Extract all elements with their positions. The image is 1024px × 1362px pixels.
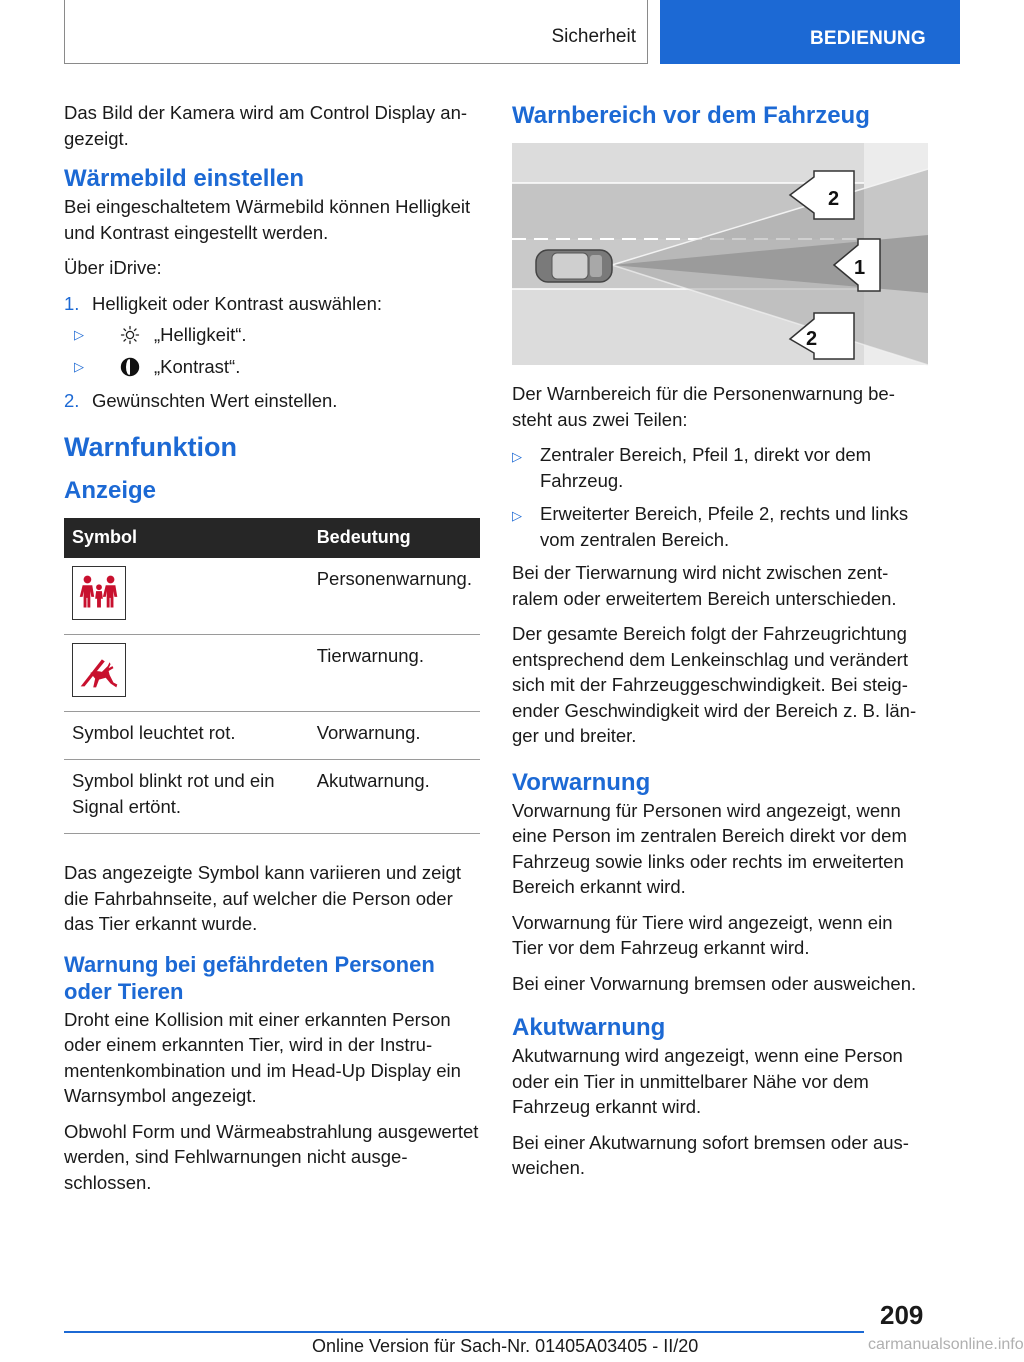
- step-text: Gewünschten Wert einstellen.: [92, 390, 338, 411]
- step-number: 1.: [64, 292, 80, 314]
- sub-item-kontrast: [74, 356, 480, 378]
- sub-item-text: „Kontrast“.: [154, 356, 241, 377]
- sub-item-text: „Helligkeit“.: [154, 324, 247, 345]
- table-header-bedeutung: Bedeutung: [309, 518, 480, 558]
- table-row: [64, 634, 480, 711]
- contrast-icon: [120, 357, 140, 377]
- footer-divider: [64, 1331, 864, 1333]
- table-row: [64, 558, 480, 635]
- paragraph-tier: Bei der Tierwarnung wird nicht zwischen zentralem oder erweitertem Bereich unterschieden.: [512, 562, 897, 609]
- paragraph-warnbereich: Der Warnbereich für die Personenwarnung besteht aus zwei Teilen:: [512, 383, 895, 430]
- table-cell-meaning: Tierwarnung.: [309, 634, 480, 711]
- table-cell-meaning: Akutwarnung.: [309, 760, 480, 834]
- table-cell-symbol: Symbol leuchtet rot.: [64, 711, 309, 760]
- right-column: [512, 100, 928, 1191]
- footer-online-version: Online Version für Sach-Nr. 01405A03405 - II/20: [312, 1336, 699, 1356]
- sun-brightness-icon: [120, 325, 140, 345]
- sub-item-helligkeit: [74, 324, 480, 346]
- paragraph-waermebild: Bei eingeschaltetem Wärmebild können Helligkeit und Kontrast eingestellt werden.: [64, 196, 471, 243]
- step-number: 2.: [64, 390, 80, 411]
- paragraph-akutwarnung-1: Akutwarnung wird angezeigt, wenn eine Person oder ein Tier in unmittelbarer Nähe vor dem Fahrzeug erkannt wird.: [512, 1045, 903, 1117]
- heading-warnbereich: Warnbereich vor dem Fahrzeug: [512, 102, 870, 129]
- header-chapter-tab[interactable]: BEDIENUNG: [660, 0, 960, 64]
- paragraph-idrive: Über iDrive:: [64, 257, 162, 278]
- paragraph-obwohl: Obwohl Form und Wärmeabstrahlung ausgewertet werden, sind Fehlwarnungen nicht ausgeschlossen.: [64, 1120, 479, 1193]
- list-item: [512, 501, 928, 552]
- table-row: [64, 711, 480, 760]
- triangle-bullet-icon: ▷: [74, 359, 84, 374]
- header-section-title: Sicherheit: [551, 26, 636, 47]
- step-item: [64, 291, 480, 317]
- symbol-table: [64, 518, 480, 835]
- heading-gefaehrdet: Warnung bei gefährdeten Personen oder Tieren: [64, 951, 435, 1004]
- triangle-bullet-icon: ▷: [512, 449, 522, 464]
- page-number: 209: [880, 1300, 924, 1330]
- paragraph-akutwarnung-2: Bei einer Akutwarnung sofort bremsen oder ausweichen.: [512, 1131, 909, 1178]
- triangle-bullet-icon: ▷: [512, 508, 522, 523]
- bullet-text: Erweiterter Bereich, Pfeile 2, rechts und links vom zentralen Bereich.: [540, 503, 909, 550]
- table-header-row: [64, 518, 480, 558]
- table-cell-meaning: Vorwarnung.: [309, 711, 480, 760]
- left-column: [64, 100, 480, 1205]
- steps-list: [64, 291, 480, 414]
- heading-anzeige: Anzeige: [64, 476, 157, 504]
- footer-watermark[interactable]: carmanualsonline.info: [868, 1336, 1024, 1353]
- table-row: [64, 760, 480, 834]
- list-item: [512, 442, 928, 493]
- table-cell-meaning: Personenwarnung.: [309, 558, 480, 635]
- pedestrian-warning-icon: [72, 566, 126, 620]
- paragraph-vorwarnung-3: Bei einer Vorwarnung bremsen oder ausweichen.: [512, 972, 917, 994]
- heading-vorwarnung: Vorwarnung: [512, 768, 651, 796]
- table-header-symbol: Symbol: [64, 518, 309, 558]
- paragraph-gesamt: Der gesamte Bereich folgt der Fahrzeugrichtung entsprechend dem Lenkeinschlag und verändert sich mit der Fahrzeuggeschwindigkeit. Bei steigender Geschwindigkeit wird der Bereich z. B. länger und breiter.: [512, 623, 917, 746]
- table-cell-symbol: Symbol blinkt rot und ein Signal ertönt.: [64, 760, 309, 834]
- heading-waermebild: Wärmebild einstellen: [64, 165, 305, 192]
- arrow-label: 1: [854, 257, 866, 279]
- paragraph-droht: Droht eine Kollision mit einer erkannten Person oder einem erkannten Tier, wird in der Instrumentenkombination und im Head-Up Display ein Warnsymbol angezeigt.: [64, 1008, 461, 1106]
- table-cell-symbol: [64, 558, 309, 635]
- paragraph-vorwarnung-1: Vorwarnung für Personen wird angezeigt, wenn eine Person im zentralen Bereich direkt vor dem Fahrzeug sowie links oder rechts im erweiterten Bereich erkannt wird.: [512, 799, 907, 897]
- step-item: [64, 388, 480, 414]
- step-text: Helligkeit oder Kontrast auswählen:: [92, 292, 382, 314]
- paragraph-symbol: Das angezeigte Symbol kann variieren und zeigt die Fahrbahnseite, auf welcher die Person oder das Tier erkannt wurde.: [64, 862, 461, 934]
- table-cell-symbol: [64, 634, 309, 711]
- intro-paragraph: Das Bild der Kamera wird am Control Display angezeigt.: [64, 102, 468, 149]
- paragraph-vorwarnung-2: Vorwarnung für Tiere wird angezeigt, wenn ein Tier vor dem Fahrzeug erkannt wird.: [512, 911, 893, 958]
- bullet-text: Zentraler Bereich, Pfeil 1, direkt vor dem Fahrzeug.: [540, 444, 872, 491]
- arrow-label: 2: [828, 188, 840, 210]
- car-icon: [536, 250, 612, 282]
- arrow-label: 2: [806, 328, 818, 350]
- triangle-bullet-icon: ▷: [74, 327, 84, 342]
- animal-warning-icon: [72, 643, 126, 697]
- heading-warnfunktion: Warnfunktion: [64, 431, 237, 462]
- heading-akutwarnung: Akutwarnung: [512, 1014, 666, 1041]
- warning-area-figure: [512, 143, 928, 365]
